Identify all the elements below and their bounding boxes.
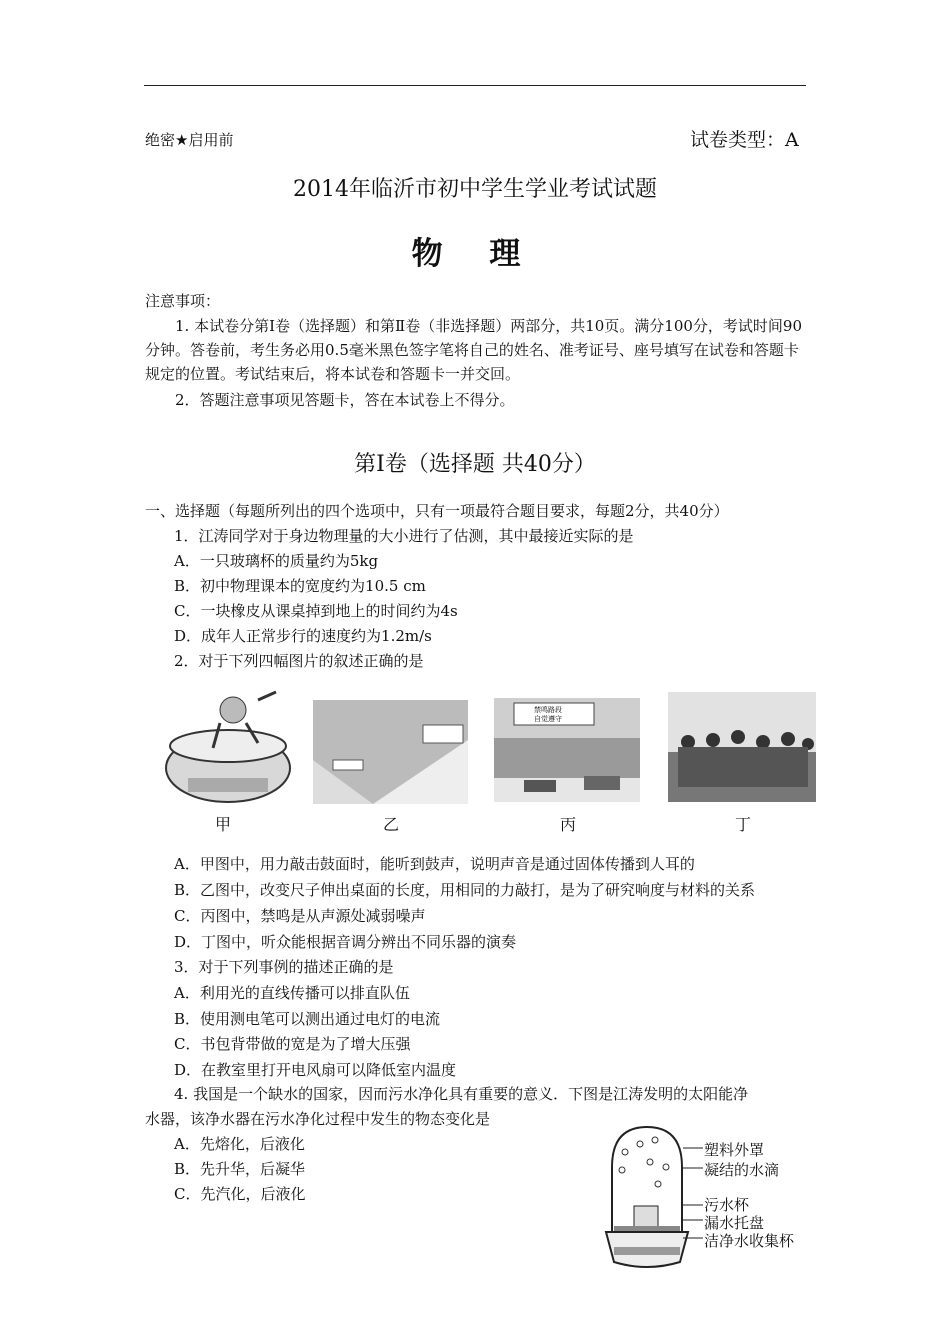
q3-option-d: D．在教室里打开电风扇可以降低室内温度	[174, 1061, 457, 1079]
traffic-picture	[494, 698, 640, 802]
q2-option-d: D．丁图中，听众能根据音调分辨出不同乐器的演奏	[174, 933, 517, 951]
label-plastic-cover: 塑料外罩	[704, 1141, 765, 1159]
q4-option-b: B．先升华，后凝华	[174, 1160, 306, 1178]
caption-bing: 丙	[560, 815, 577, 834]
q2-stem: 2．对于下列四幅图片的叙述正确的是	[174, 652, 424, 670]
section-title: 第Ⅰ卷（选择题 共40分）	[354, 452, 596, 477]
sign-text-2: 自觉遵守	[534, 715, 562, 723]
ruler-picture	[313, 700, 468, 804]
top-rule	[144, 85, 806, 86]
paper-type: 试卷类型：A	[690, 129, 799, 151]
label-dirty-water-cup: 污水杯	[704, 1196, 750, 1214]
caption-yi: 乙	[383, 815, 400, 834]
q3-option-a: A．利用光的直线传播可以排直队伍	[174, 984, 410, 1002]
caption-jia: 甲	[215, 815, 232, 834]
caption-ding: 丁	[735, 815, 752, 834]
diagram-leader-lines	[683, 1130, 705, 1250]
subject-title: 物 理	[411, 236, 539, 272]
q3-option-b: B．使用测电笔可以测出通过电灯的电流	[174, 1010, 441, 1028]
label-condensed-drops: 凝结的水滴	[704, 1161, 780, 1179]
q4-stem-line2: 水器，该净水器在污水净化过程中发生的物态变化是	[145, 1110, 491, 1128]
q1-option-c: C．一块橡皮从课桌掉到地上的时间约为4s	[174, 602, 458, 620]
q1-option-b: B．初中物理课本的宽度约为10.5 cm	[174, 577, 426, 595]
q3-option-c: C．书包背带做的宽是为了增大压强	[174, 1035, 411, 1053]
sign-text-1: 禁鸣路段	[534, 706, 562, 714]
q1-option-d: D．成年人正常步行的速度约为1.2m/s	[174, 627, 432, 645]
q2-option-b: B．乙图中，改变尺子伸出桌面的长度，用相同的力敲打，是为了研究响度与材料的关系	[174, 881, 756, 899]
q3-stem: 3．对于下列事例的描述正确的是	[174, 958, 394, 976]
q2-option-a: A．甲图中，用力敲击鼓面时，能听到鼓声，说明声音是通过固体传播到人耳的	[174, 855, 695, 873]
q1-stem: 1．江涛同学对于身边物理量的大小进行了估测，其中最接近实际的是	[174, 527, 634, 545]
exam-title: 2014年临沂市初中学生学业考试试题	[293, 177, 657, 202]
notice-item-2: 2．答题注意事项见答题卡，答在本试卷上不得分。	[175, 391, 515, 409]
part1-intro: 一、选择题（每题所列出的四个选项中，只有一项最符合题目要求，每题2分，共40分）	[145, 502, 729, 520]
q4-stem-line1: 4. 我国是一个缺水的国家，因而污水净化具有重要的意义．下图是江涛发明的太阳能净	[174, 1085, 749, 1103]
label-drain-tray: 漏水托盘	[704, 1214, 765, 1232]
orchestra-picture	[668, 692, 816, 802]
drum-picture	[158, 688, 298, 810]
secret-label: 绝密★启用前	[145, 131, 234, 149]
notice-heading: 注意事项：	[145, 292, 221, 310]
q4-option-a: A．先熔化，后液化	[174, 1135, 305, 1153]
q2-option-c: C．丙图中，禁鸣是从声源处减弱噪声	[174, 907, 426, 925]
purifier-diagram	[600, 1122, 695, 1272]
q4-option-c: C．先汽化，后液化	[174, 1185, 306, 1203]
q1-option-a: A．一只玻璃杯的质量约为5kg	[174, 552, 379, 570]
label-clean-water-cup: 洁净水收集杯	[704, 1232, 795, 1250]
notice-item-1: 1. 本试卷分第Ⅰ卷（选择题）和第Ⅱ卷（非选择题）两部分，共10页。满分100分，考试时间90分钟。答卷前，考生务必用0.5毫米黑色签字笔将自己的姓名、准考证号、座号填写在试卷和答题卡规定的位置。考试结束后，将本试卷和答题卡一并交回。	[145, 317, 803, 383]
